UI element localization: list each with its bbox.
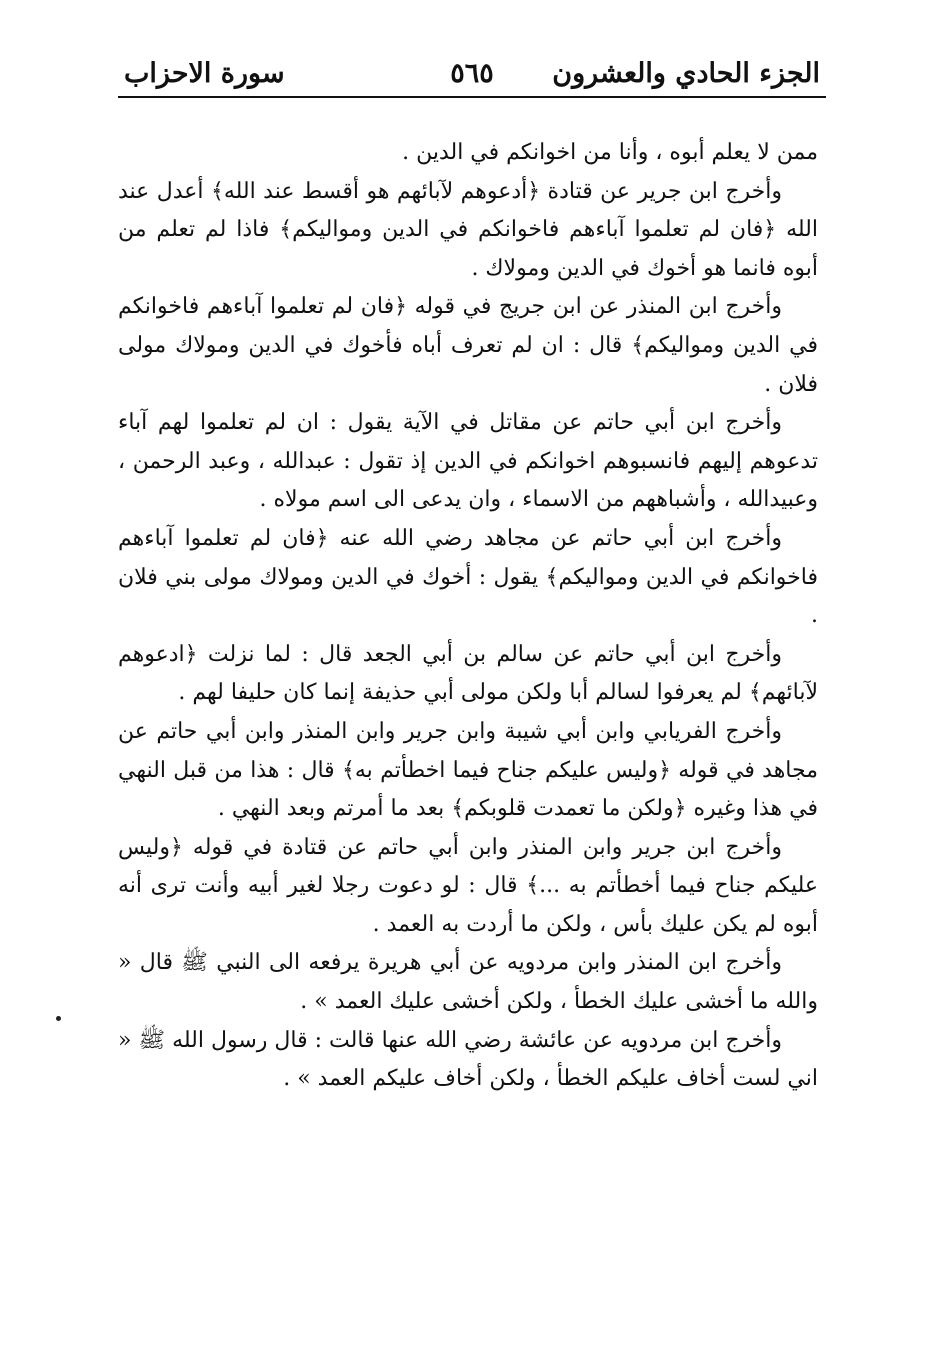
paragraph: وأخرج الفريابي وابن أبي شيبة وابن جرير وابن المنذر وابن أبي حاتم عن مجاهد في قوله ﴿وليس عليكم جناح فيما اخطأتم به﴾ قال : هذا من قبل النهي في هذا وغيره ﴿ولكن ما تعمدت قلوبكم﴾ بعد ما أمرتم وبعد النهي . [118, 718, 818, 822]
paragraph: وأخرج ابن أبي حاتم عن سالم بن أبي الجعد قال : لما نزلت ﴿ادعوهم لآبائهم﴾ لم يعرفوا لسالم أبا ولكن مولى أبي حذيفة إنما كان حليفا لهم . [118, 641, 818, 706]
paragraph: وأخرج ابن مردويه عن عائشة رضي الله عنها قالت : قال رسول الله ﷺ « اني لست أخاف عليكم الخطأ ، ولكن أخاف عليكم العمد » . [118, 1027, 818, 1092]
paragraph: وأخرج ابن أبي حاتم عن مجاهد رضي الله عنه ﴿فان لم تعلموا آباءهم فاخوانكم في الدين ومواليكم﴾ يقول : أخوك في الدين ومولاك مولى بني فلان . [118, 525, 818, 629]
page-number: ٥٦٥ [450, 58, 494, 89]
running-header [118, 56, 826, 96]
paragraph: وأخرج ابن المنذر عن ابن جريج في قوله ﴿فان لم تعلموا آباءهم فاخوانكم في الدين ومواليكم﴾ قال : ان لم تعرف أباه فأخوك في الدين ومولاك مولى فلان . [118, 294, 818, 397]
paragraph: وأخرج ابن أبي حاتم عن مقاتل في الآية يقول : ان لم تعلموا لهم آباء تدعوهم إليهم فانسبوهم اخوانكم في الدين إذ تقول : عبدالله ، وعبد الرحمن ، وعبيدالله ، وأشباههم من الاسماء ، وان يدعى الى اسم مولاه . [118, 410, 818, 513]
paragraph: وأخرج ابن جرير عن قتادة ﴿أدعوهم لآبائهم هو أقسط عند الله﴾ أعدل عند الله ﴿فان لم تعلموا آباءهم فاخوانكم في الدين ومواليكم﴾ فاذا لم تعلم من أبوه فانما هو أخوك في الدين ومولاك . [118, 178, 818, 281]
ink-speck [56, 1016, 61, 1021]
body-text [118, 134, 818, 1099]
paragraph: وأخرج ابن المنذر وابن مردويه عن أبي هريرة يرفعه الى النبي ﷺ قال « والله ما أخشى عليك الخطأ ، ولكن أخشى عليك العمد » . [118, 950, 818, 1015]
paragraph: وأخرج ابن جرير وابن المنذر وابن أبي حاتم عن قتادة في قوله ﴿وليس عليكم جناح فيما أخطأتم به ...﴾ قال : لو دعوت رجلا لغير أبيه وأنت ترى أنه أبوه لم يكن عليك بأس ، ولكن ما أردت به العمد . [118, 834, 818, 937]
part-title: الجزء الحادي والعشرون [552, 58, 820, 89]
surah-title: سورة الاحزاب [124, 58, 285, 89]
header-rule [118, 96, 826, 98]
paragraph: ممن لا يعلم أبوه ، وأنا من اخوانكم في الدين . [402, 140, 818, 165]
